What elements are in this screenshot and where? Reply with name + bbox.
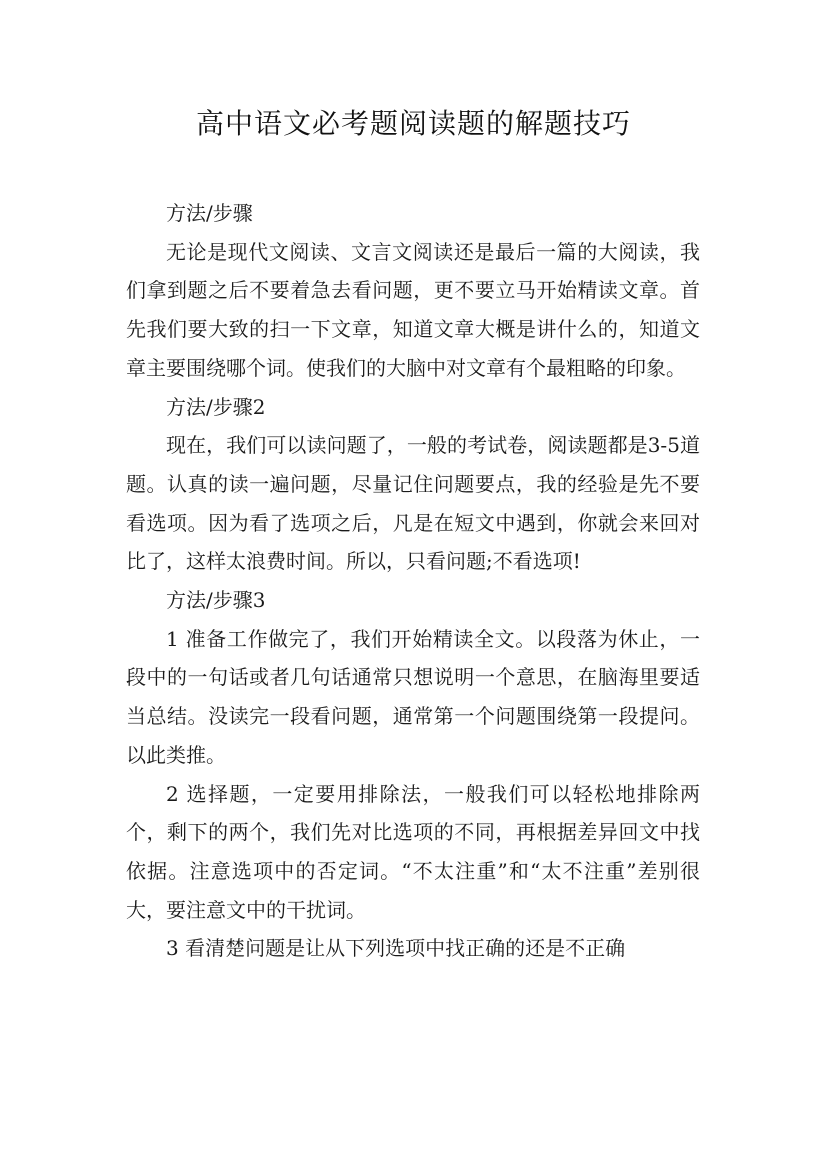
- step-3-point-1: 1 准备工作做完了，我们开始精读全文。以段落为休止，一段中的一句话或者几句话通常只想说明一个意思，在脑海里要适当总结。没读完一段看问题，通常第一个问题围绕第一段提问。以此类推。: [126, 626, 700, 767]
- step-1-heading: 方法/步骤: [166, 201, 253, 225]
- step-2-text: 现在，我们可以读问题了，一般的考试卷，阅读题都是3-5道题。认真的读一遍问题，尽量记住问题要点，我的经验是先不要看选项。因为看了选项之后，凡是在短文中遇到，你就会来回对比了，这样太浪费时间。所以，只看问题;不看选项!: [126, 433, 700, 574]
- step-3-heading: 方法/步骤3: [166, 588, 266, 613]
- document-body: [126, 194, 700, 968]
- step-3-point-2: 2 选择题，一定要用排除法，一般我们可以轻松地排除两个，剩下的两个，我们先对比选项的不同，再根据差异回文中找依据。注意选项中的否定词。“不太注重”和“太不注重”差别很大，要注意文中的干扰词。: [126, 781, 700, 922]
- step-3-point-3: 3 看清楚问题是让从下列选项中找正确的还是不正确: [166, 936, 626, 961]
- step-2-heading: 方法/步骤2: [166, 394, 266, 419]
- document-title: 高中语文必考题阅读题的解题技巧: [195, 107, 631, 140]
- step-1-text: 无论是现代文阅读、文言文阅读还是最后一篇的大阅读，我们拿到题之后不要着急去看问题，更不要立马开始精读文章。首先我们要大致的扫一下文章，知道文章大概是讲什么的，知道文章主要围绕哪个词。使我们的大脑中对文章有个最粗略的印象。: [126, 239, 700, 380]
